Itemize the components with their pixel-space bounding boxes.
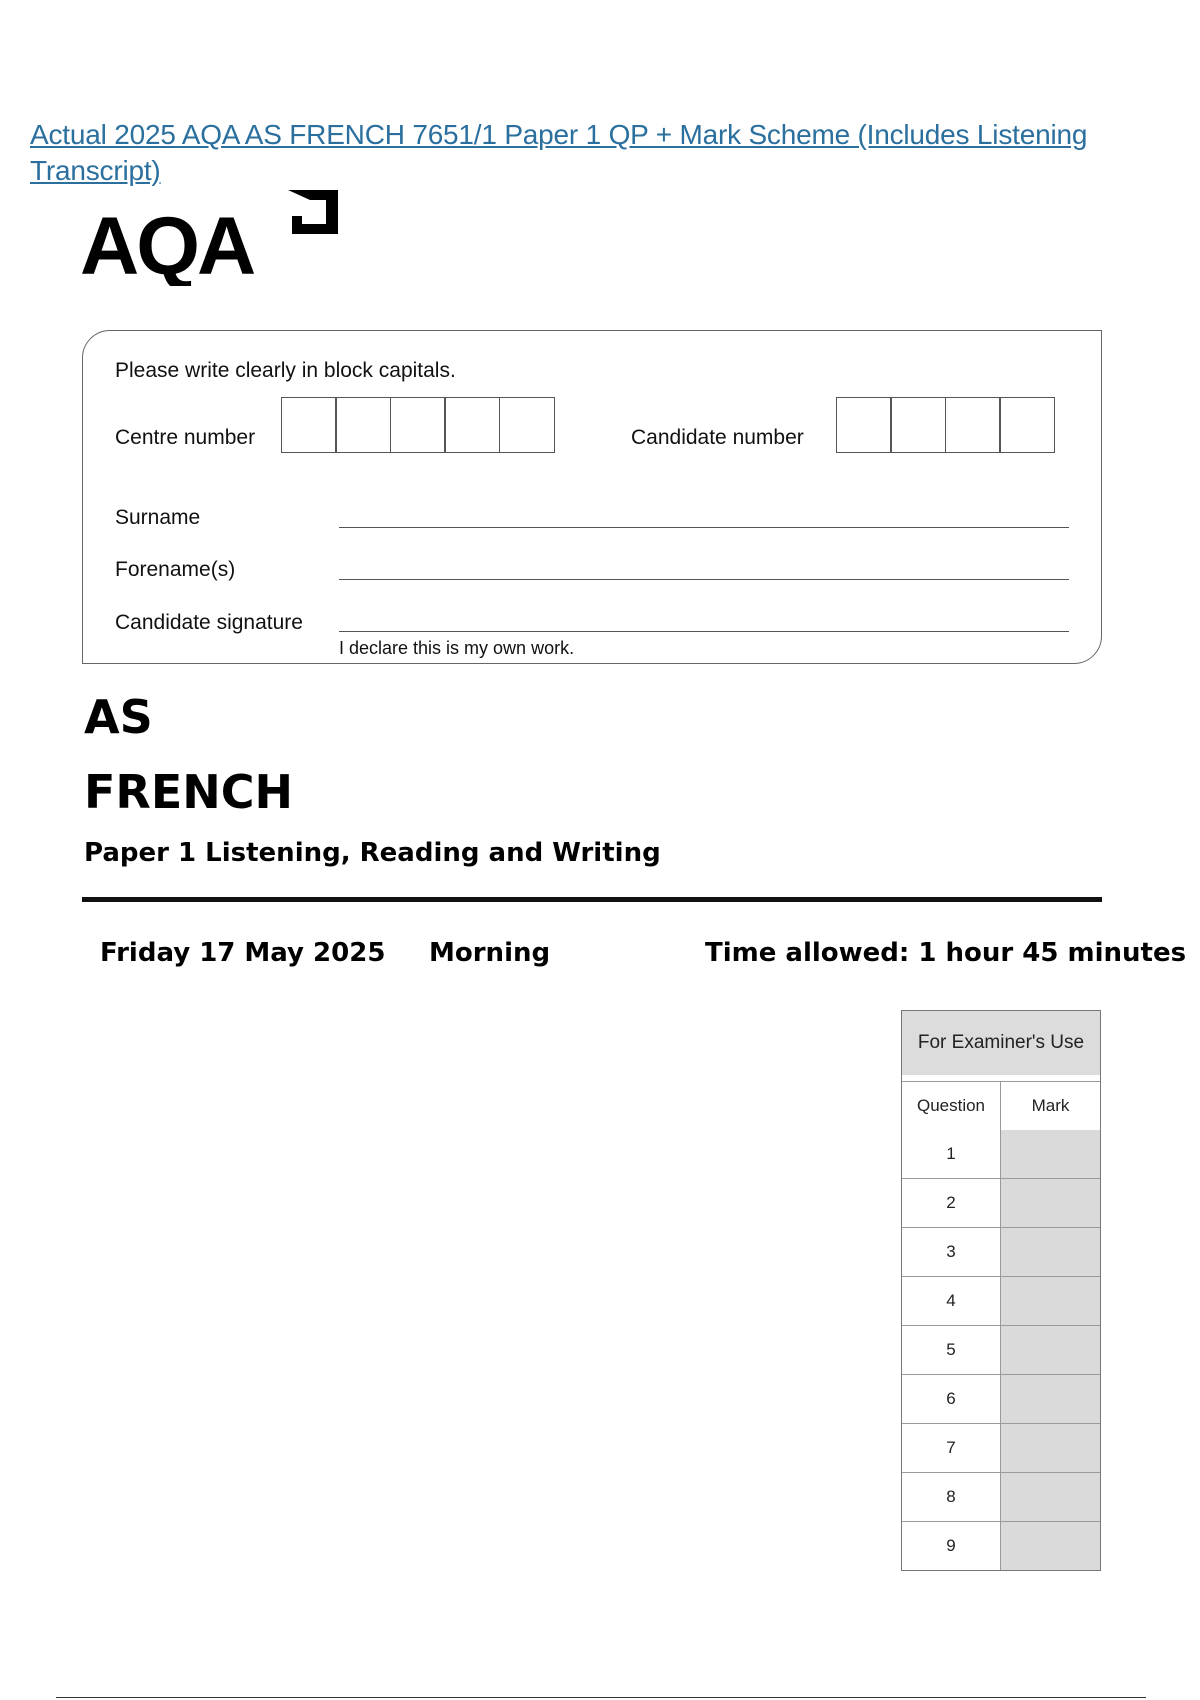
examiner-table-row [902, 1423, 1100, 1472]
question-number: 9 [902, 1522, 1001, 1570]
surname-line[interactable] [339, 527, 1069, 528]
forename-label: Forename(s) [115, 558, 236, 581]
mark-cell[interactable] [1001, 1326, 1100, 1374]
candidate-number-digit[interactable] [836, 397, 892, 453]
candidate-number-digit[interactable] [945, 397, 1001, 453]
question-number: 1 [902, 1130, 1001, 1178]
exam-date: Friday 17 May 2025 [100, 938, 386, 968]
declaration-text: I declare this is my own work. [339, 638, 575, 658]
block-capitals-instruction: Please write clearly in block capitals. [115, 359, 456, 382]
svg-text:AQA: AQA [80, 201, 254, 286]
mark-column-header: Mark [1001, 1082, 1100, 1130]
candidate-number-digit[interactable] [890, 397, 946, 453]
mark-cell[interactable] [1001, 1473, 1100, 1521]
forename-line[interactable] [339, 579, 1069, 580]
centre-number-digit[interactable] [335, 397, 391, 453]
mark-cell[interactable] [1001, 1228, 1100, 1276]
subject-heading: FRENCH [84, 765, 294, 819]
mark-cell[interactable] [1001, 1130, 1100, 1178]
centre-number-digit[interactable] [281, 397, 337, 453]
question-column-header: Question [902, 1082, 1001, 1130]
signature-label: Candidate signature [115, 611, 303, 634]
examiner-use-table [901, 1010, 1101, 1571]
examiner-table-heading: For Examiner's Use [902, 1011, 1100, 1081]
mark-cell[interactable] [1001, 1179, 1100, 1227]
page-bottom-rule [56, 1697, 1146, 1698]
question-number: 4 [902, 1277, 1001, 1325]
candidate-number-boxes[interactable] [837, 397, 1055, 453]
question-number: 6 [902, 1375, 1001, 1423]
question-number: 2 [902, 1179, 1001, 1227]
level-heading: AS [84, 690, 153, 744]
centre-number-digit[interactable] [499, 397, 555, 453]
signature-line[interactable] [339, 631, 1069, 632]
examiner-table-row [902, 1374, 1100, 1423]
examiner-table-row [902, 1178, 1100, 1227]
aqa-logo [80, 186, 340, 286]
question-number: 5 [902, 1326, 1001, 1374]
mark-cell[interactable] [1001, 1522, 1100, 1570]
question-number: 7 [902, 1424, 1001, 1472]
paper-heading: Paper 1 Listening, Reading and Writing [84, 838, 661, 868]
time-allowed: Time allowed: 1 hour 45 minutes [705, 938, 1187, 968]
centre-number-digit[interactable] [390, 397, 446, 453]
centre-number-label: Centre number [115, 426, 256, 449]
examiner-table-row [902, 1130, 1100, 1178]
document-title-link[interactable]: Actual 2025 AQA AS FRENCH 7651/1 Paper 1 QP + Mark Scheme (Includes Listening Transcript) [30, 119, 1088, 186]
examiner-table-row [902, 1276, 1100, 1325]
surname-label: Surname [115, 506, 201, 529]
title-divider [82, 897, 1102, 902]
candidate-number-label: Candidate number [631, 426, 804, 449]
exam-session: Morning [429, 938, 551, 968]
examiner-table-row [902, 1325, 1100, 1374]
centre-number-boxes[interactable] [282, 397, 555, 453]
mark-cell[interactable] [1001, 1375, 1100, 1423]
mark-cell[interactable] [1001, 1277, 1100, 1325]
examiner-table-row [902, 1521, 1100, 1570]
centre-number-digit[interactable] [444, 397, 500, 453]
candidate-details-box [82, 330, 1102, 664]
examiner-table-row [902, 1227, 1100, 1276]
candidate-number-digit[interactable] [999, 397, 1055, 453]
examiner-table-row [902, 1472, 1100, 1521]
examiner-table-header-row [902, 1081, 1100, 1130]
question-number: 8 [902, 1473, 1001, 1521]
question-number: 3 [902, 1228, 1001, 1276]
mark-cell[interactable] [1001, 1424, 1100, 1472]
